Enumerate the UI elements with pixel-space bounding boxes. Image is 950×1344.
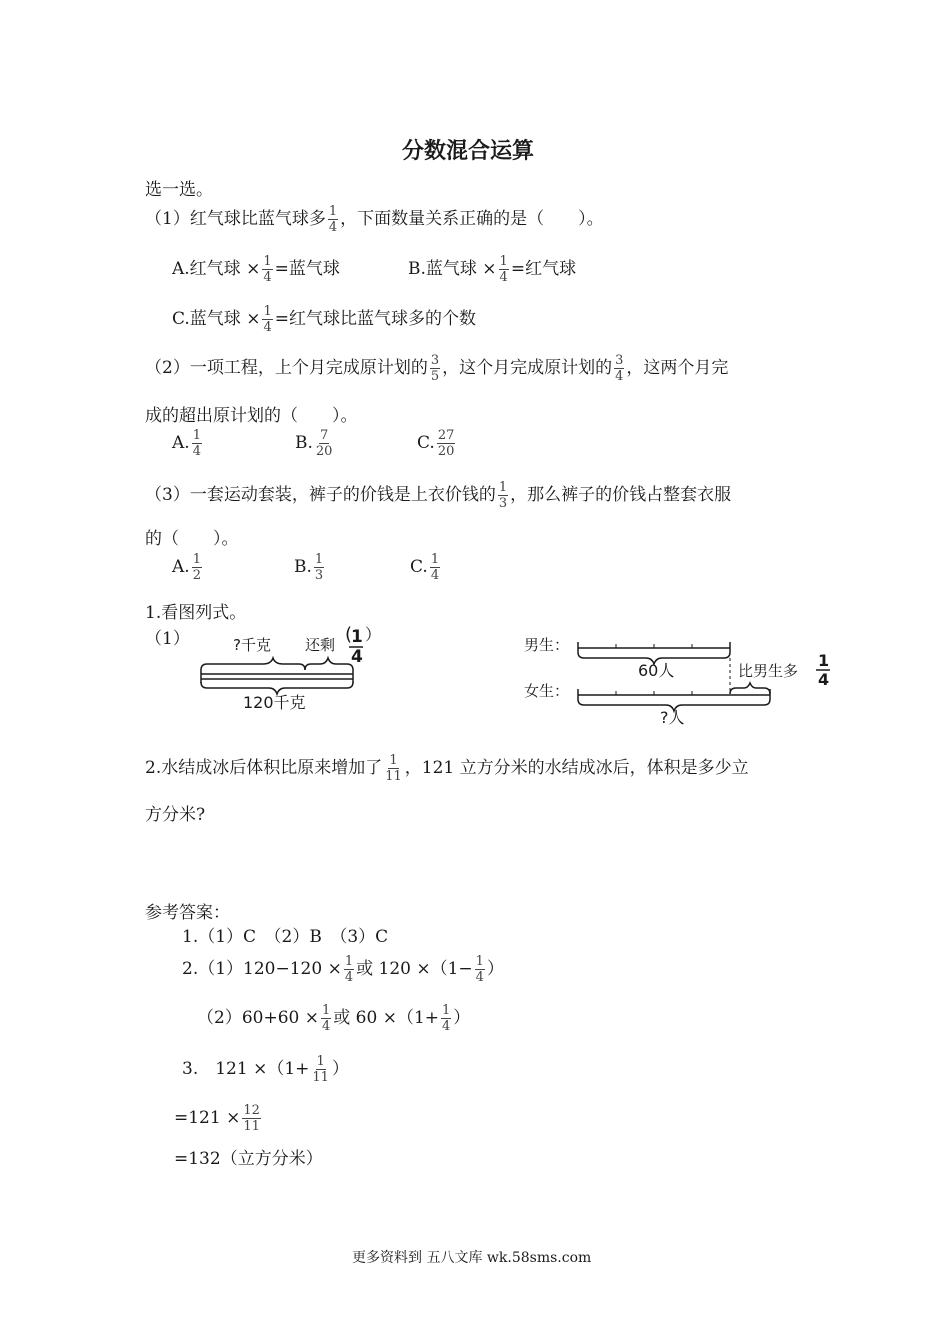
label-total-kg: 120千克 <box>243 693 306 712</box>
brace-extra <box>730 683 770 694</box>
label-remain-frac-den: 4 <box>351 647 363 667</box>
brace-unknown <box>201 658 305 670</box>
answers-heading: 参考答案： <box>145 903 230 923</box>
question-2-option-a: A. $\frac{1}{4}$ <box>172 428 201 459</box>
question-3-option-b: B. $\frac{1}{3}$ <box>294 552 324 583</box>
label-girls: 女生： <box>524 682 570 700</box>
diagram-1-number: （1） <box>145 629 190 649</box>
question-ice-stem: 2.水结成冰后体积比原来增加了 $\frac{1}{11}$ ，121 立方分米的水结成冰后，体积是多少立 <box>145 753 749 784</box>
label-remain-frac-num: 1 <box>351 627 363 647</box>
question-2-option-c: C. $\frac{27}{20}$ <box>417 428 455 459</box>
label-more-frac-den: 4 <box>818 670 830 689</box>
footer-source: 更多资料到 五八文库 wk.58sms.com <box>352 1250 592 1266</box>
answer-2-2: （2）60+60 × $\frac{1}{4}$ 或 60 ×（1+ $\frac{1}{4}$ ） <box>197 1003 471 1034</box>
label-boys: 男生： <box>524 636 570 654</box>
label-remain: 还剩 <box>305 636 336 654</box>
diagram-weight-segments <box>195 618 405 718</box>
question-1-option-b: B.蓝气球 × $\frac{1}{4}$ =红气球 <box>408 254 577 285</box>
question-3-stem: （3）一套运动套装，裤子的价钱是上衣价钱的 $\frac{1}{3}$ ，那么裤子的价钱占整套衣服 <box>145 480 732 511</box>
section-heading-diagram: 1.看图列式。 <box>145 603 247 623</box>
question-1-option-a: A.红气球 × $\frac{1}{4}$ =蓝气球 <box>172 254 340 285</box>
section-heading-choose: 选一选。 <box>145 180 213 200</box>
answer-3-line1: 3. 121 ×（1+ $\frac{1}{11}$ ） <box>182 1054 349 1085</box>
answer-1: 1.（1）C （2）B （3）C <box>182 927 389 947</box>
label-more-than-boys: 比男生多 <box>738 662 799 680</box>
diagram-boys-girls <box>520 628 840 728</box>
question-1-stem: （1）红气球比蓝气球多 $\frac{1}{4}$ ，下面数量关系正确的是（ ）。 <box>145 204 604 235</box>
label-boys-count: 60人 <box>638 661 675 680</box>
answer-3-line2: =121 × $\frac{12}{11}$ <box>174 1103 260 1134</box>
answer-3-line3: =132（立方分米） <box>174 1149 323 1169</box>
question-2-line2: 成的超出原计划的（ ）。 <box>145 406 358 426</box>
question-2-stem: （2）一项工程，上个月完成原计划的 $\frac{3}{5}$ ，这个月完成原计划的 $\frac{3}{4}$ ，这两个月完 <box>145 353 729 384</box>
question-ice-line2: 方分米? <box>145 805 206 825</box>
question-2-option-b: B. $\frac{7}{20}$ <box>295 428 333 459</box>
label-more-frac-num: 1 <box>818 651 830 670</box>
page-title: 分数混合运算 <box>402 138 535 164</box>
question-3-line2: 的（ ）。 <box>145 529 239 549</box>
label-unknown-kg: ?千克 <box>233 636 271 654</box>
label-remain-open-paren: ( <box>345 624 353 645</box>
question-3-option-a: A. $\frac{1}{2}$ <box>172 552 201 583</box>
answer-2-1: 2.（1）120−120 × $\frac{1}{4}$ 或 120 ×（1− $\frac{1}{4}$ ） <box>182 954 504 985</box>
question-3-option-c: C. $\frac{1}{4}$ <box>410 552 440 583</box>
label-remain-close-paren: ） <box>365 625 382 644</box>
brace-remain <box>305 658 353 670</box>
fraction: $\frac{1}{4}$ <box>328 204 338 235</box>
label-girls-unknown: ?人 <box>660 708 685 727</box>
question-1-option-c: C.蓝气球 × $\frac{1}{4}$ =红气球比蓝气球多的个数 <box>172 304 476 335</box>
